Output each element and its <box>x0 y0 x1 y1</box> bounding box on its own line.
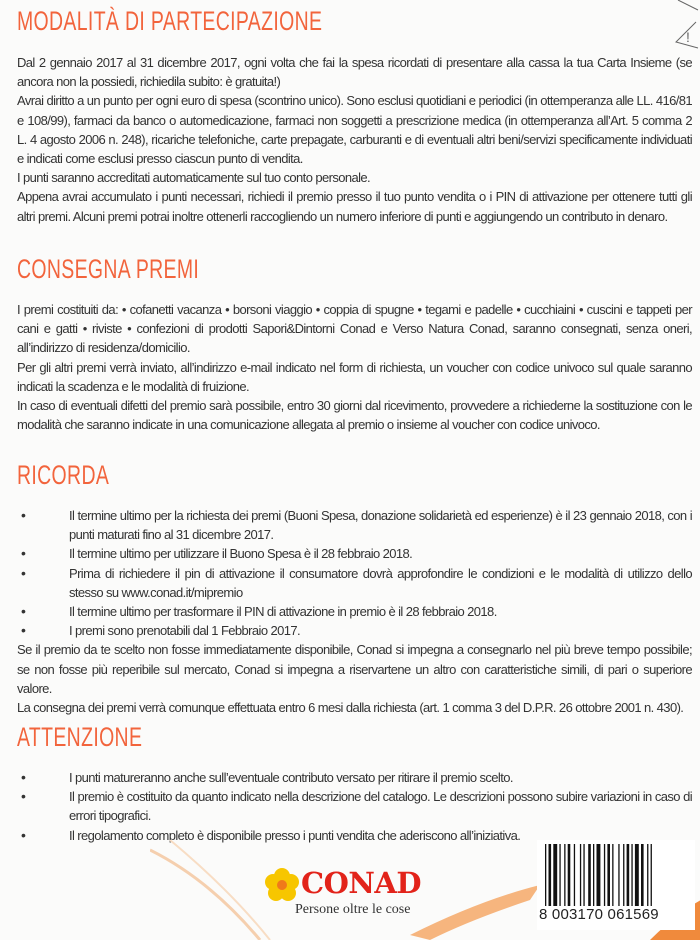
bullet-icon: • <box>21 788 26 805</box>
paragraph: Per gli altri premi verrà inviato, all’indirizzo e-mail indicato nel form di richiesta, un voucher con codice univoco sul quale saranno indicati la scadenza e le modalità di fruizione. <box>17 359 692 394</box>
brand-tagline: Persone oltre le cose <box>295 902 411 917</box>
bullet-item: • Il termine ultimo per utilizzare il Buono Spesa è il 28 febbraio 2018. <box>17 544 692 563</box>
paragraph: Appena avrai accumulato i punti necessari, richiedi il premio presso il tuo punto vendita o i PIN di attivazione per ottenere tutti gli altri premi. Alcuni premi potrai inoltre ottenerli raccogliendo un numero inferiore di punti e aggiungendo un contributo in denaro. <box>17 189 692 224</box>
section-title-attenzione: ATTENZIONE <box>17 722 143 752</box>
bullet-item: • Il termine ultimo per la richiesta dei premi (Buoni Spesa, donazione solidarietà ed esperienze) è il 23 gennaio 2018, con i punti maturati fino al 31 dicembre 2017. <box>17 506 692 544</box>
warning-triangle-icon <box>668 0 700 60</box>
bullet-item: • Prima di richiedere il pin di attivazione il consumatore dovrà approfondire le condizioni e le modalità di utilizzo dello stesso su www.conad.it/mipremio <box>17 564 692 602</box>
bullet-item: • Il termine ultimo per trasformare il PIN di attivazione in premio è il 28 febbraio 2018. <box>17 602 692 621</box>
bullet-item: • Il regolamento completo è disponibile presso i punti vendita che aderiscono all’iniziativa. <box>17 826 692 845</box>
barcode-number: 8 003170 061569 <box>539 906 659 923</box>
paragraph: In caso di eventuali difetti del premio sarà possibile, entro 30 giorni dal ricevimento, provvedere a richiederne la sostituzione con le modalità che saranno indicate in una comunicazione allegata al premio o insieme al voucher con codice univoco. <box>17 398 692 433</box>
section-body-consegna <box>17 300 692 434</box>
bullet-item: • Il premio è costituito da quanto indicato nella descrizione del catalogo. Le descrizioni possono subire variazioni in caso di errori tipografici. <box>17 787 692 825</box>
section-title-modalita: MODALITÀ DI PARTECIPAZIONE <box>17 6 323 36</box>
flower-icon <box>265 868 299 902</box>
bullet-icon: • <box>21 564 26 581</box>
section-title-consegna: CONSEGNA PREMI <box>17 254 200 284</box>
bullet-icon: • <box>21 769 26 785</box>
svg-text:!: ! <box>686 29 690 45</box>
brand-name: CONAD <box>301 866 421 900</box>
bullet-icon: • <box>21 622 26 639</box>
paragraph: La consegna dei premi verrà comunque effettuata entro 6 mesi dalla richiesta (art. 1 comma 3 del D.P.R. 26 ottobre 2001 n. 430). <box>17 700 684 716</box>
section-title-ricorda: RICORDA <box>17 460 110 490</box>
section-body-attenzione <box>17 768 692 845</box>
bullet-icon: • <box>21 603 26 620</box>
paragraph: I punti saranno accreditati automaticamente sul tuo conto personale. <box>17 170 371 186</box>
barcode-bars <box>545 844 691 906</box>
barcode <box>537 840 695 930</box>
bullet-item: • I punti matureranno anche sull’eventuale contributo versato per ritirare il premio scelto. <box>17 768 692 787</box>
bullet-item: • I premi sono prenotabili dal 1 Febbraio 2017. <box>17 621 692 640</box>
paragraph: I premi costituiti da: • cofanetti vacanza • borsoni viaggio • coppia di spugne • tegami e padelle • cucchiaini • cuscini e tappeti per cani e gatti • riviste • confezioni di prodotti Sapori&Dintorni Conad e Verso Natura Conad, saranno consegnati, senza oneri, all’indirizzo di residenza/domicilio. <box>17 302 692 356</box>
section-body-modalita <box>17 53 692 226</box>
paragraph: Dal 2 gennaio 2017 al 31 dicembre 2017, ogni volta che fai la spesa ricordati di presentare alla cassa la tua Carta Insieme (se ancora non la possiedi, richiedila subito: è gratuita!) <box>17 55 692 90</box>
bullet-icon: • <box>21 507 26 523</box>
bullet-icon: • <box>21 545 26 562</box>
section-body-ricorda <box>17 506 692 717</box>
paragraph: Se il premio da te scelto non fosse immediatamente disponibile, Conad si impegna a consegnarlo nel più breve tempo possibile; se non fosse più reperibile sul mercato, Conad si impegna a riservartene un altro con caratteristiche simili, di pari o superiore valore. <box>17 642 692 696</box>
bullet-icon: • <box>21 826 26 843</box>
paragraph: Avrai diritto a un punto per ogni euro di spesa (scontrino unico). Sono esclusi quotidiani e periodici (in ottemperanza alle LL. 416/81 e 108/99), farmaci da banco o automedicazione, farmaci non soggetti a prescrizione medica (in ottemperanza all’Art. 5 comma 2 L. 4 agosto 2006 n. 248), ricariche telefoniche, carte prepagate, carburanti e di eventuali altri beni/servizi specificamente individuati e indicati come esclusi presso ciascun punto di vendita. <box>17 93 692 167</box>
